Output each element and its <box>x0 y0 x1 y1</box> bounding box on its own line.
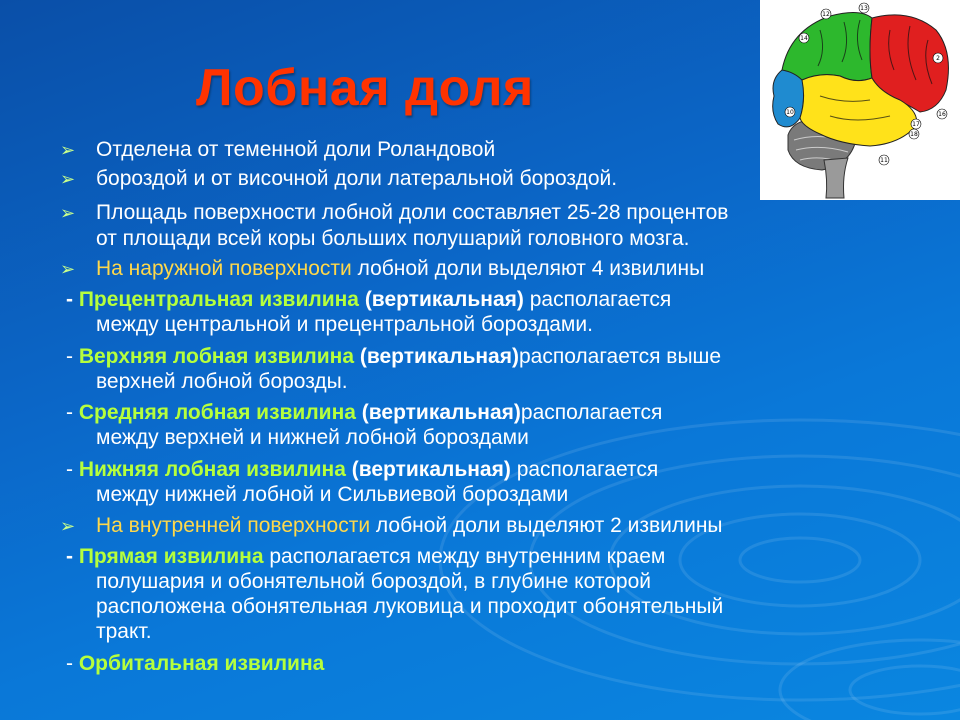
slide-title: Лобная доля <box>196 59 534 117</box>
brain-lobes-diagram-icon <box>760 0 960 200</box>
arrow-bullet-icon: ➢ <box>60 259 76 279</box>
sub-item-6-line-1 <box>66 651 324 677</box>
bullet-4-line <box>96 513 723 539</box>
bullet-3-text: лобной доли выделяют 4 извилины <box>351 257 705 280</box>
dash: - <box>66 652 79 675</box>
sub-item-2-line-2: верхней лобной борозды. <box>96 370 348 393</box>
arrow-bullet-icon: ➢ <box>60 203 76 223</box>
bullet-1-line-2: бороздой и от височной доли латеральной бороздой. <box>96 167 618 190</box>
sub-item-5-line-1 <box>66 544 665 570</box>
gyrus-text: располагается <box>520 401 663 424</box>
dash: - <box>66 401 79 424</box>
sub-item-4-line-2: между нижней лобной и Сильвиевой бороздами <box>96 483 569 506</box>
bullet-1-line-1: Отделена от теменной доли Роландовой <box>96 138 496 161</box>
gyrus-text: располагается <box>510 458 659 481</box>
sub-item-5-line-2: полушария и обонятельной бороздой, в глубине которой <box>96 570 651 593</box>
gyrus-name: Верхняя лобная извилина <box>78 345 355 368</box>
sub-item-5-line-3: расположена обонятельная луковица и проходит обонятельный <box>96 595 724 618</box>
marker-17: 17 <box>912 121 920 128</box>
marker-13: 13 <box>860 5 868 12</box>
gyrus-orientation: (вертикальная) <box>358 288 524 311</box>
marker-16: 16 <box>938 111 946 118</box>
marker-2: 2 <box>936 55 940 62</box>
gyrus-orientation: (вертикальная) <box>355 401 521 424</box>
sub-item-1-line-2: между центральной и прецентральной бороздами. <box>96 313 593 336</box>
sub-item-1-line-1 <box>66 287 671 313</box>
arrow-bullet-icon: ➢ <box>60 169 76 189</box>
arrow-bullet-icon: ➢ <box>60 140 76 160</box>
gyrus-text: располагается <box>523 288 672 311</box>
gyrus-orientation: (вертикальная) <box>354 345 519 368</box>
inner-surface-label: На внутренней поверхности <box>96 514 371 537</box>
sub-item-5-line-4: тракт. <box>96 620 152 643</box>
marker-11: 11 <box>880 157 888 164</box>
dash: - <box>66 458 79 481</box>
bullet-2-line-2: от площади всей коры больших полушарий головного мозга. <box>96 227 690 250</box>
sub-item-3-line-2: между верхней и нижней лобной бороздами <box>96 426 529 449</box>
dash: - <box>66 345 79 368</box>
gyrus-name: Нижняя лобная извилина <box>78 458 346 481</box>
sub-item-4-line-1 <box>66 457 658 483</box>
gyrus-name: Прецентральная извилина <box>78 288 359 311</box>
marker-14: 14 <box>800 35 808 42</box>
gyrus-orientation: (вертикальная) <box>345 458 511 481</box>
gyrus-name: Средняя лобная извилина <box>78 401 356 424</box>
gyrus-name: Прямая извилина <box>78 545 264 568</box>
bullet-4-text: лобной доли выделяют 2 извилины <box>370 514 723 537</box>
marker-18: 18 <box>910 131 918 138</box>
gyrus-name: Орбитальная извилина <box>78 652 325 675</box>
gyrus-text: располагается выше <box>518 345 722 368</box>
dash: - <box>66 545 79 568</box>
gyrus-text: располагается между внутренним краем <box>263 545 666 568</box>
outer-surface-label: На наружной поверхности <box>96 257 352 280</box>
sub-item-3-line-1 <box>66 400 662 426</box>
brain-image <box>760 0 960 200</box>
bullet-3-line <box>96 256 704 282</box>
arrow-bullet-icon: ➢ <box>60 516 76 536</box>
marker-12: 12 <box>822 11 830 18</box>
sub-item-2-line-1 <box>66 344 721 370</box>
dash: - <box>66 288 79 311</box>
bullet-2-line-1: Площадь поверхности лобной доли составляет 25-28 процентов <box>96 201 729 224</box>
marker-10: 10 <box>786 109 794 116</box>
